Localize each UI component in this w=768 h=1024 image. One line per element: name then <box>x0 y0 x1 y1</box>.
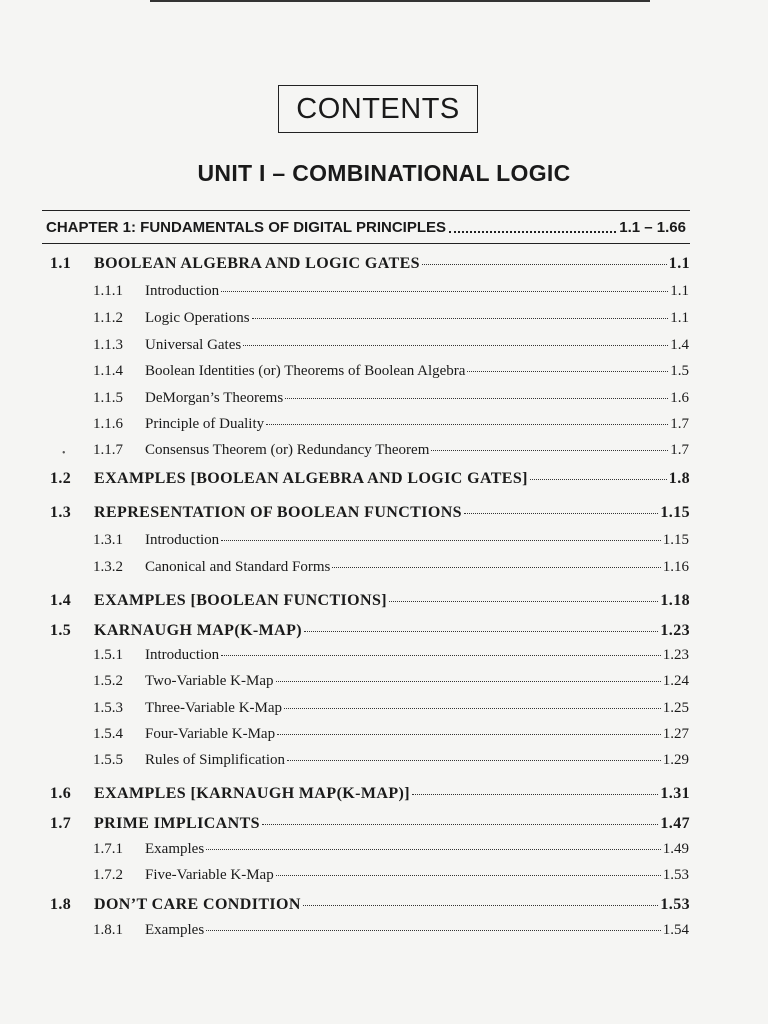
toc-title: Principle of Duality <box>145 416 265 432</box>
toc-subsection-row <box>93 647 689 664</box>
toc-title: Consensus Theorem (or) Redundancy Theorem <box>145 442 430 458</box>
toc-number: 1.5.4 <box>93 726 123 742</box>
toc-page-number: 1.27 <box>662 726 689 742</box>
toc-page-number: 1.53 <box>660 896 690 913</box>
toc-number: 1.1.7 <box>93 442 123 458</box>
toc-page-number: 1.25 <box>662 700 689 716</box>
toc-number: 1.1.6 <box>93 416 123 432</box>
toc-section-row <box>50 592 690 610</box>
toc-subsection-row <box>93 559 689 576</box>
toc-page-number: 1.1 <box>670 283 689 299</box>
toc-page-number: 1.7 <box>670 416 689 432</box>
toc-subsection-row <box>93 700 689 717</box>
top-edge-rule <box>150 0 650 2</box>
toc-title: PRIME IMPLICANTS <box>94 815 260 832</box>
toc-section-row <box>50 785 690 803</box>
toc-number: 1.6 <box>50 785 72 802</box>
toc-page-number: 1.1 <box>670 310 689 326</box>
toc-page-number: 1.49 <box>662 841 689 857</box>
chapter-leader <box>449 230 616 233</box>
toc-leader-dots <box>464 513 658 514</box>
toc-subsection-row <box>93 673 689 690</box>
toc-number: 1.5.5 <box>93 752 123 768</box>
toc-number: 1.5.2 <box>93 673 123 689</box>
toc-number: 1.1.1 <box>93 283 123 299</box>
toc-leader-dots <box>262 824 658 825</box>
unit-title: UNIT I – COMBINATIONAL LOGIC <box>197 160 571 186</box>
toc-leader-dots <box>332 567 660 568</box>
toc-title: REPRESENTATION OF BOOLEAN FUNCTIONS <box>94 504 462 521</box>
toc-leader-dots <box>422 264 667 265</box>
toc-title: Five-Variable K-Map <box>145 867 274 883</box>
toc-page-number: 1.18 <box>660 592 690 609</box>
toc-leader-dots <box>206 930 661 931</box>
toc-leader-dots <box>277 734 661 735</box>
toc-number: 1.5 <box>50 622 72 639</box>
toc-number: 1.1.2 <box>93 310 123 326</box>
toc-section-row <box>50 896 690 914</box>
toc-number: 1.1.3 <box>93 337 123 353</box>
toc-subsection-row <box>93 337 689 354</box>
toc-number: 1.1.5 <box>93 390 123 406</box>
toc-number: 1.1 <box>50 255 72 272</box>
toc-number: 1.7.2 <box>93 867 123 883</box>
toc-title: EXAMPLES [KARNAUGH MAP(K-MAP)] <box>94 785 410 802</box>
toc-subsection-row <box>93 726 689 743</box>
contents-label: CONTENTS <box>296 92 460 125</box>
toc-page-number: 1.1 <box>668 255 690 272</box>
toc-number: 1.4 <box>50 592 72 609</box>
toc-section-row <box>50 504 690 522</box>
toc-section-row <box>50 255 690 273</box>
toc-page-number: 1.15 <box>660 504 690 521</box>
toc-subsection-row <box>93 363 689 380</box>
toc-title: Two-Variable K-Map <box>145 673 274 689</box>
chapter-title: CHAPTER 1: FUNDAMENTALS OF DIGITAL PRINCIPLES <box>46 218 447 236</box>
toc-leader-dots <box>431 450 668 451</box>
toc-title: EXAMPLES [BOOLEAN FUNCTIONS] <box>94 592 388 609</box>
chapter-pages: 1.1 – 1.66 <box>619 218 686 236</box>
toc-title: KARNAUGH MAP(K-MAP) <box>94 622 302 639</box>
toc-page-number: 1.15 <box>662 532 689 548</box>
toc-page-number: 1.24 <box>662 673 689 689</box>
toc-subsection-row <box>93 922 689 939</box>
toc-title: Three-Variable K-Map <box>145 700 283 716</box>
toc-number: 1.3.2 <box>93 559 123 575</box>
toc-page-number: 1.16 <box>662 559 689 575</box>
toc-title: DeMorgan’s Theorems <box>145 390 284 406</box>
toc-number: 1.2 <box>50 470 72 487</box>
toc-number: 1.5.1 <box>93 647 123 663</box>
toc-section-row <box>50 470 690 488</box>
toc-leader-dots <box>284 708 661 709</box>
toc-leader-dots <box>252 318 669 319</box>
toc-page-number: 1.23 <box>662 647 689 663</box>
toc-title: DON’T CARE CONDITION <box>94 896 301 913</box>
toc-subsection-row <box>93 752 689 769</box>
toc-subsection-row <box>93 416 689 433</box>
toc-subsection-row <box>93 841 689 858</box>
toc-leader-dots <box>221 655 661 656</box>
toc-subsection-row <box>93 283 689 300</box>
toc-number: 1.8.1 <box>93 922 123 938</box>
toc-leader-dots <box>243 345 668 346</box>
toc-leader-dots <box>530 479 667 480</box>
toc-subsection-row <box>93 310 689 327</box>
chapter-heading <box>42 210 690 244</box>
toc-title: Four-Variable K-Map <box>145 726 276 742</box>
toc-page-number: 1.47 <box>660 815 690 832</box>
toc-title: Examples <box>145 841 205 857</box>
toc-title: Introduction <box>145 532 220 548</box>
toc-leader-dots <box>412 794 658 795</box>
stray-mark: • <box>62 448 66 459</box>
toc-leader-dots <box>467 371 668 372</box>
toc-subsection-row <box>93 867 689 884</box>
toc-page-number: 1.29 <box>662 752 689 768</box>
toc-title: BOOLEAN ALGEBRA AND LOGIC GATES <box>94 255 420 272</box>
toc-page-number: 1.23 <box>660 622 690 639</box>
toc-title: Examples <box>145 922 205 938</box>
contents-heading <box>278 85 478 133</box>
toc-title: Boolean Identities (or) Theorems of Boolean Algebra <box>145 363 466 379</box>
toc-title: Logic Operations <box>145 310 250 326</box>
toc-page-number: 1.7 <box>670 442 689 458</box>
toc-number: 1.1.4 <box>93 363 123 379</box>
toc-number: 1.7.1 <box>93 841 123 857</box>
toc-number: 1.7 <box>50 815 72 832</box>
toc-title: Introduction <box>145 647 220 663</box>
toc-title: Universal Gates <box>145 337 242 353</box>
toc-subsection-row <box>93 390 689 407</box>
toc-page-number: 1.6 <box>670 390 689 406</box>
toc-leader-dots <box>303 905 659 906</box>
toc-leader-dots <box>276 681 661 682</box>
toc-page-number: 1.8 <box>668 470 690 487</box>
toc-title: EXAMPLES [BOOLEAN ALGEBRA AND LOGIC GATES] <box>94 470 528 487</box>
toc-leader-dots <box>285 398 668 399</box>
toc-title: Rules of Simplification <box>145 752 285 768</box>
toc-number: 1.5.3 <box>93 700 123 716</box>
toc-page-number: 1.5 <box>670 363 689 379</box>
toc-page-number: 1.53 <box>662 867 689 883</box>
toc-leader-dots <box>389 601 658 602</box>
toc-subsection-row <box>93 532 689 549</box>
toc-leader-dots <box>221 540 661 541</box>
toc-leader-dots <box>287 760 661 761</box>
toc-subsection-row <box>93 442 689 459</box>
toc-number: 1.8 <box>50 896 72 913</box>
toc-leader-dots <box>304 631 658 632</box>
toc-leader-dots <box>266 424 668 425</box>
toc-section-row <box>50 622 690 640</box>
toc-page-number: 1.31 <box>660 785 690 802</box>
toc-number: 1.3 <box>50 504 72 521</box>
toc-page-number: 1.54 <box>662 922 689 938</box>
toc-leader-dots <box>206 849 661 850</box>
toc-leader-dots <box>276 875 661 876</box>
toc-title: Canonical and Standard Forms <box>145 559 331 575</box>
toc-section-row <box>50 815 690 833</box>
toc-number: 1.3.1 <box>93 532 123 548</box>
toc-page-number: 1.4 <box>670 337 689 353</box>
toc-title: Introduction <box>145 283 220 299</box>
toc-leader-dots <box>221 291 668 292</box>
